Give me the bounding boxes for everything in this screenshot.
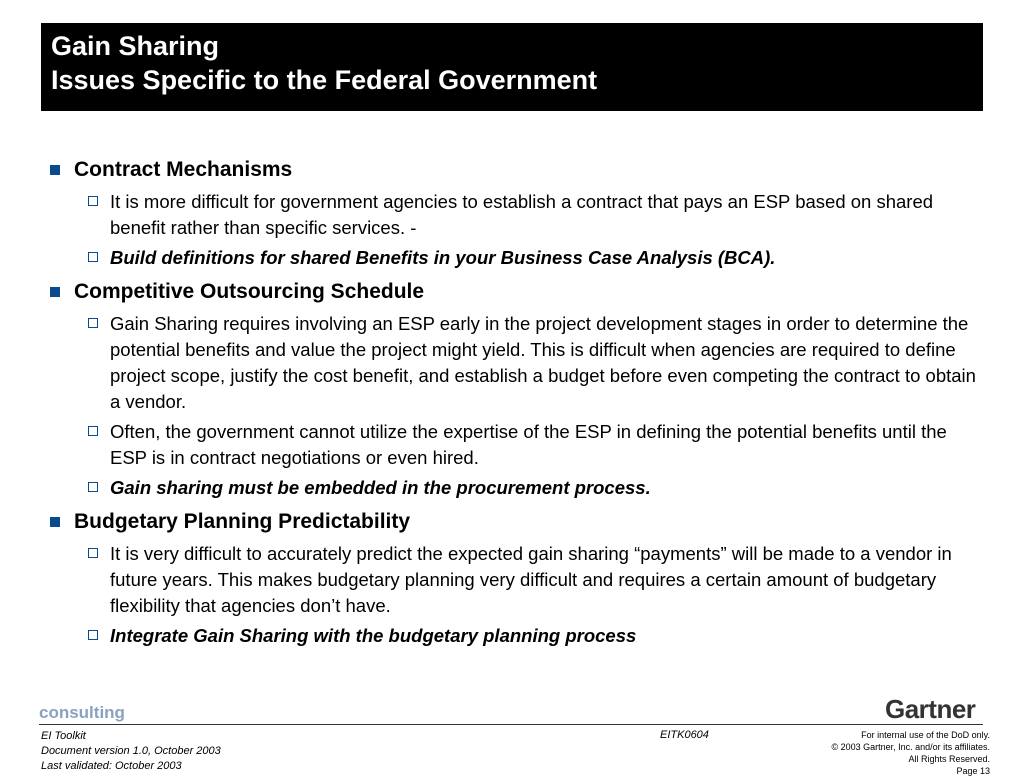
footer-validated: Last validated: October 2003 [41, 760, 182, 772]
footer-rights: All Rights Reserved. [908, 754, 990, 764]
footer-copyright: © 2003 Gartner, Inc. and/or its affiliates. [831, 742, 990, 752]
list-item-text: Often, the government cannot utilize the expertise of the ESP in defining the potential benefits until the ESP is in contract negotiations or even hired. [110, 421, 947, 468]
list-item [49, 419, 979, 471]
section-budgetary-planning [49, 507, 979, 537]
list-item [49, 623, 979, 649]
list-item-text: Gain Sharing requires involving an ESP early in the project development stages in order to determine the potential benefits and value the project might yield. This is difficult when agencies are required to define project scope, justify the cost benefit, and establish a budget before even competing the contract to obtain a vendor. [110, 313, 976, 412]
footer-version: Document version 1.0, October 2003 [41, 745, 221, 757]
footer-doc-code: EITK0604 [660, 729, 709, 741]
list-item-text: Integrate Gain Sharing with the budgetary planning process [110, 625, 637, 646]
hollow-square-bullet-icon [88, 252, 98, 262]
list-item-text: It is very difficult to accurately predict the expected gain sharing “payments” will be made to a vendor in future years. This makes budgetary planning very difficult and requires a certain amount of budgetary flexibility that agencies don’t have. [110, 543, 952, 616]
footer-divider [39, 724, 983, 725]
list-item-text: Build definitions for shared Benefits in your Business Case Analysis (BCA). [110, 247, 776, 268]
list-item [49, 311, 979, 415]
slide-content [49, 155, 979, 649]
gartner-logo: Gartner [885, 694, 976, 724]
footer-legal [831, 729, 990, 777]
section-contract-mechanisms [49, 155, 979, 185]
list-item [49, 245, 979, 271]
list-item [49, 189, 979, 241]
hollow-square-bullet-icon [88, 548, 98, 558]
footer-internal-use: For internal use of the DoD only. [861, 730, 990, 740]
list-item-text: Gain sharing must be embedded in the procurement process. [110, 477, 651, 498]
square-bullet-icon [50, 165, 60, 175]
list-item-text: It is more difficult for government agencies to establish a contract that pays an ESP based on shared benefit rather than specific services. - [110, 191, 934, 238]
slide-subtitle: Issues Specific to the Federal Government [51, 65, 598, 95]
hollow-square-bullet-icon [88, 426, 98, 436]
square-bullet-icon [50, 287, 60, 297]
hollow-square-bullet-icon [88, 482, 98, 492]
section-heading: Budgetary Planning Predictability [74, 510, 411, 533]
section-competitive-outsourcing [49, 277, 979, 307]
consulting-brand: consulting [39, 703, 125, 722]
list-item [49, 541, 979, 619]
slide-title: Gain Sharing [51, 31, 220, 61]
hollow-square-bullet-icon [88, 318, 98, 328]
section-heading: Competitive Outsourcing Schedule [74, 280, 425, 303]
square-bullet-icon [50, 517, 60, 527]
hollow-square-bullet-icon [88, 630, 98, 640]
footer-document-info [41, 729, 221, 774]
footer-toolkit: EI Toolkit [41, 730, 86, 742]
section-heading: Contract Mechanisms [74, 158, 293, 181]
title-bar [41, 23, 983, 111]
list-item [49, 475, 979, 501]
page-number: Page 13 [956, 766, 990, 776]
hollow-square-bullet-icon [88, 196, 98, 206]
